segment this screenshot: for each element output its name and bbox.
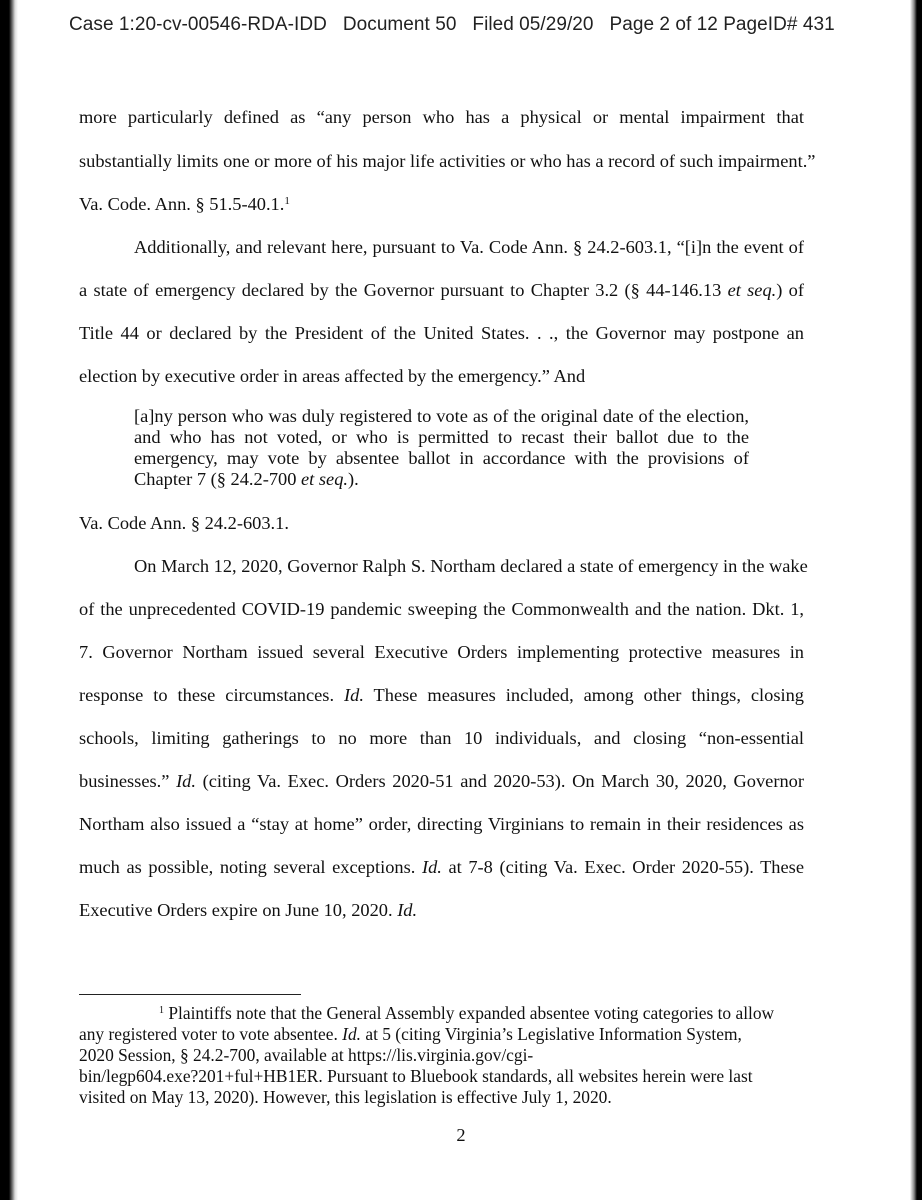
italic-text: Id. [176,771,196,791]
body-line [79,899,804,921]
quote-text: ). [348,469,359,489]
body-text: Executive Orders expire on June 10, 2020. [79,900,398,920]
body-line: substantially limits one or more of his major life activities or who has a record of such impairment.” [79,151,816,171]
body-line: of the unprecedented COVID-19 pandemic sweeping the Commonwealth and the nation. Dkt. 1, [79,599,804,619]
body-line [79,770,804,792]
body-text: much as possible, noting several exceptions. [79,857,422,877]
body-line [79,856,804,878]
body-line: schools, limiting gatherings to no more than 10 individuals, and closing “non-essential [79,728,804,748]
italic-text: Id. [421,857,442,877]
body-text: Va. Code. Ann. § 51.5-40.1. [79,194,285,214]
body-line [79,193,804,215]
scan-edge-right [910,0,922,1200]
footnote-line: 2020 Session, § 24.2-700, available at https://lis.virginia.gov/cgi- [79,1045,534,1065]
body-text: businesses.” [79,771,177,791]
body-line [79,684,804,706]
footnote-text: at 5 (citing Virginia’s Legislative Information System, [361,1024,742,1044]
quote-line: and who has not voted, or who is permitted to recast their ballot due to the [134,427,749,447]
italic-text: Id. [344,685,364,705]
body-line: On March 12, 2020, Governor Ralph S. Northam declared a state of emergency in the wake [134,556,808,576]
footnote-text: any registered voter to vote absentee. [79,1024,343,1044]
footnote-divider [79,994,301,995]
footnote-text: Plaintiffs note that the General Assembly expanded absentee voting categories to allow [164,1003,775,1023]
body-line: 7. Governor Northam issued several Executive Orders implementing protective measures in [79,642,804,662]
page-number: 2 [456,1125,466,1145]
body-line: more particularly defined as “any person who has a physical or mental impairment that [79,107,804,127]
footnote-marker: 1 [159,1005,164,1016]
footnote-line [159,1003,775,1023]
body-text: These measures included, among other things, closing [363,685,804,705]
quote-line: emergency, may vote by absentee ballot in accordance with the provisions of [134,448,749,468]
quote-line: [a]ny person who was duly registered to vote as of the original date of the election, [134,406,749,426]
footnote-line: bin/legp604.exe?201+ful+HB1ER. Pursuant to Bluebook standards, all websites herein were last [79,1066,753,1086]
quote-text: Chapter 7 (§ 24.2-700 [134,469,302,489]
scan-edge-left [0,0,18,1200]
italic-text: et seq. [727,280,777,300]
body-line: Title 44 or declared by the President of the United States. . ., the Governor may postpone an [79,323,804,343]
body-text: ) of [776,280,804,300]
body-line: Northam also issued a “stay at home” order, directing Virginians to remain in their residences as [79,814,804,834]
body-text: (citing Va. Exec. Orders 2020-51 and 2020-53). On March 30, 2020, Governor [195,771,804,791]
body-text: at 7-8 (citing Va. Exec. Order 2020-55). These [441,857,804,877]
block-quote [134,406,749,490]
italic-text: Id. [397,900,418,920]
body-line: Additionally, and relevant here, pursuant to Va. Code Ann. § 24.2-603.1, “[i]n the event of [134,237,804,257]
body-text: a state of emergency declared by the Governor pursuant to Chapter 3.2 (§ 44-146.13 [79,280,728,300]
citation-line: Va. Code Ann. § 24.2-603.1. [79,513,289,533]
quote-line [134,469,749,490]
body-line [79,279,804,301]
body-text: response to these circumstances. [79,685,344,705]
footnote-line: visited on May 13, 2020). However, this legislation is effective July 1, 2020. [79,1087,612,1107]
footnote-ref: 1 [284,195,290,207]
case-header: Case 1:20-cv-00546-RDA-IDD Document 50 Filed 05/29/20 Page 2 of 12 PageID# 431 [69,14,835,35]
italic-text: Id. [342,1024,362,1044]
body-line: election by executive order in areas affected by the emergency.” And [79,366,586,386]
footnote-line [79,1024,769,1044]
italic-text: et seq. [301,469,348,489]
